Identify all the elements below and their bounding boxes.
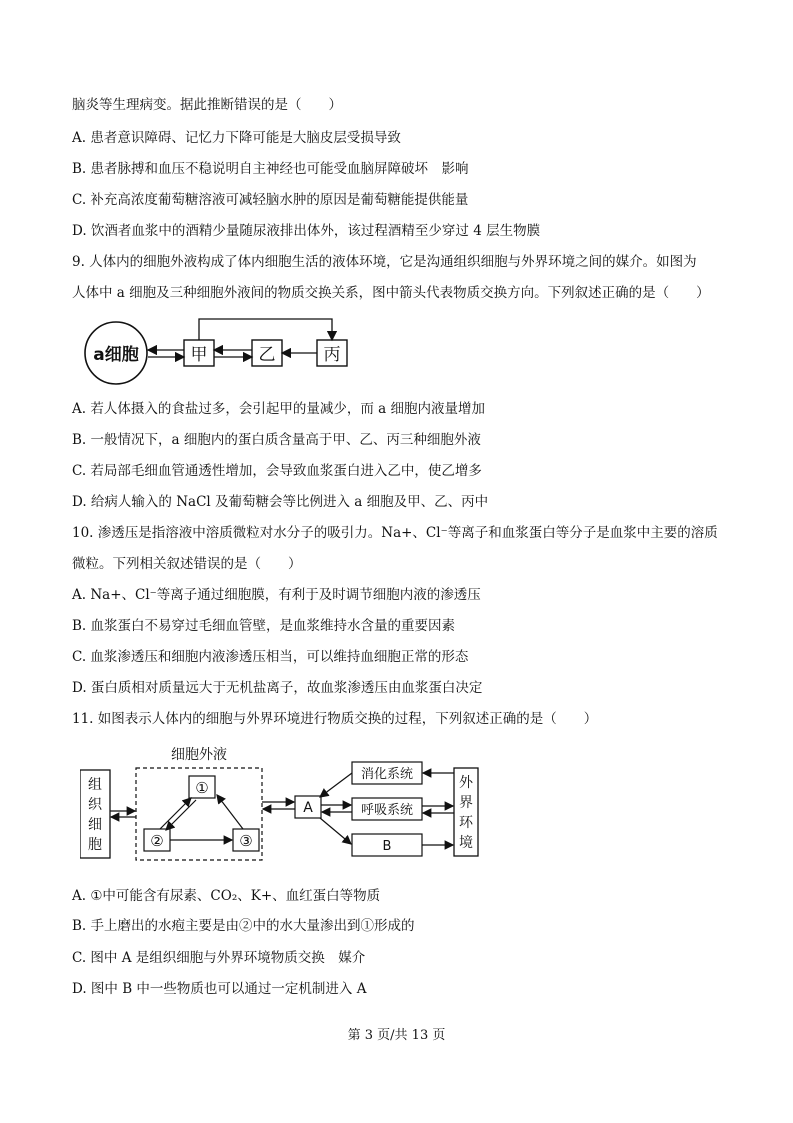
q9-option-c[interactable]: C. 若局部毛细血管通透性增加，会导致血浆蛋白进入乙中，使乙增多 bbox=[72, 463, 482, 479]
yi-label: 乙 bbox=[258, 345, 276, 365]
arrow-3-to-1 bbox=[217, 795, 243, 829]
q9-option-a[interactable]: A. 若人体摄入的食盐过多，会引起甲的量减少，而 a 细胞内液量增加 bbox=[72, 401, 485, 417]
q9-option-d[interactable]: D. 给病人输入的 NaCl 及葡萄糖会等比例进入 a 细胞及甲、乙、丙中 bbox=[72, 494, 489, 510]
q11-option-a[interactable]: A. ①中可能含有尿素、CO₂、K+、血红蛋白等物质 bbox=[72, 888, 381, 904]
respiratory-label: 呼吸系统 bbox=[360, 803, 414, 818]
arrow-jia-to-bing bbox=[199, 319, 332, 340]
q11-diagram bbox=[80, 740, 490, 865]
q9-option-b[interactable]: B. 一般情况下，a 细胞内的蛋白质含量高于甲、乙、丙三种细胞外液 bbox=[72, 432, 481, 448]
extracellular-label: 细胞外液 bbox=[171, 747, 227, 763]
q11-option-d[interactable]: D. 图中 B 中一些物质也可以通过一定机制进入 A bbox=[72, 981, 367, 997]
q9-stem-line2: 人体中 a 细胞及三种细胞外液间的物质交换关系，图中箭头代表物质交换方向。下列叙述正确的是（ ） bbox=[72, 285, 710, 301]
q8-option-a[interactable]: A. 患者意识障碍、记忆力下降可能是大脑皮层受损导致 bbox=[72, 130, 401, 146]
q10-option-d[interactable]: D. 蛋白质相对质量远大于无机盐离子，故血浆渗透压由血浆蛋白决定 bbox=[72, 680, 483, 696]
external-char-3: 环 bbox=[459, 815, 473, 831]
q11-option-b[interactable]: B. 手上磨出的水疱主要是由②中的水大量渗出到①形成的 bbox=[72, 918, 415, 934]
jia-label: 甲 bbox=[190, 345, 208, 365]
q8-option-b[interactable]: B. 患者脉搏和血压不稳说明自主神经也可能受血脑屏障破坏 影响 bbox=[72, 161, 469, 177]
box-B-label: B bbox=[382, 839, 392, 854]
digestive-label: 消化系统 bbox=[360, 767, 414, 782]
page-footer: 第 3 页/共 13 页 bbox=[347, 1028, 446, 1043]
tissue-cell-char-3: 细 bbox=[88, 817, 102, 833]
box-1-label: ① bbox=[195, 779, 209, 797]
q11-stem: 11. 如图表示人体内的细胞与外界环境进行物质交换的过程，下列叙述正确的是（ ） bbox=[72, 711, 598, 727]
arrow-digestive-to-A bbox=[320, 773, 352, 797]
external-char-1: 外 bbox=[459, 775, 473, 791]
q10-stem-line1: 10. 渗透压是指溶液中溶质微粒对水分子的吸引力。Na+、Cl⁻等离子和血浆蛋白等分子是血浆中主要的溶质 bbox=[72, 525, 718, 541]
tissue-cell-char-2: 织 bbox=[88, 797, 102, 813]
tissue-cell-char-1: 组 bbox=[88, 777, 102, 793]
external-char-2: 界 bbox=[459, 795, 473, 811]
a-cell-label: a细胞 bbox=[93, 345, 139, 365]
q11-option-c[interactable]: C. 图中 A 是组织细胞与外界环境物质交换 媒介 bbox=[72, 950, 366, 966]
external-char-4: 境 bbox=[459, 835, 473, 851]
box-2-label: ② bbox=[150, 832, 164, 850]
q9-stem-line1: 9. 人体内的细胞外液构成了体内细胞生活的液体环境，它是沟通组织细胞与外界环境之间的媒介。如图为 bbox=[72, 254, 697, 270]
box-A-label: A bbox=[303, 800, 313, 816]
arrow-A-to-B bbox=[320, 818, 351, 844]
q9-diagram bbox=[80, 312, 370, 392]
arrow-1-to-2 bbox=[166, 800, 196, 830]
tissue-cell-char-4: 胞 bbox=[88, 837, 102, 853]
q10-option-a[interactable]: A. Na+、Cl⁻等离子通过细胞膜，有利于及时调节细胞内液的渗透压 bbox=[72, 587, 481, 603]
q10-stem-line2: 微粒。下列相关叙述错误的是（ ） bbox=[72, 556, 302, 572]
q8-stem-continuation: 脑炎等生理病变。据此推断错误的是（ ） bbox=[72, 97, 342, 113]
q10-option-c[interactable]: C. 血浆渗透压和细胞内液渗透压相当，可以维持血细胞正常的形态 bbox=[72, 649, 469, 665]
q8-option-c[interactable]: C. 补充高浓度葡萄糖溶液可减轻脑水肿的原因是葡萄糖能提供能量 bbox=[72, 192, 469, 208]
arrow-2-to-1 bbox=[160, 798, 191, 829]
box-3-label: ③ bbox=[239, 832, 253, 850]
bing-label: 丙 bbox=[323, 345, 341, 365]
q10-option-b[interactable]: B. 血浆蛋白不易穿过毛细血管壁，是血浆维持水含量的重要因素 bbox=[72, 618, 456, 634]
q8-option-d[interactable]: D. 饮酒者血浆中的酒精少量随尿液排出体外，该过程酒精至少穿过 4 层生物膜 bbox=[72, 223, 541, 239]
